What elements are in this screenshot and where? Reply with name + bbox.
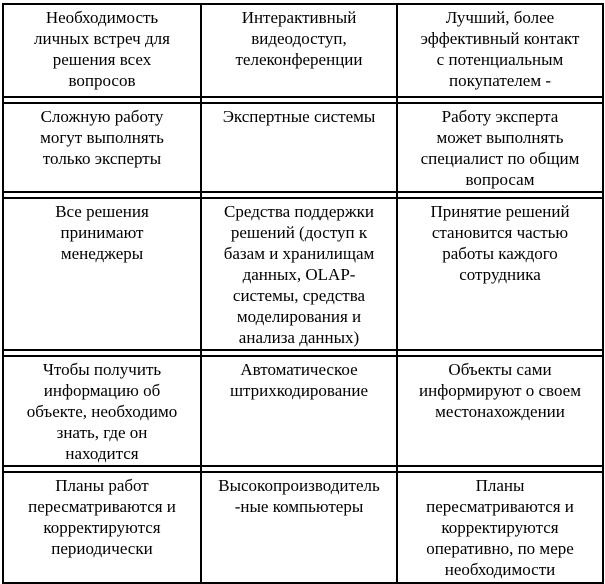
cell-text: Принятие решений становится частью работы каждого сотрудника [430,202,570,284]
table-row [3,198,603,350]
cell-text: Средства поддержки решений (доступ к базам и хранилищам данных, OLAP- системы, средства моделирования и анализа данных) [223,202,375,347]
table-cell [397,356,603,466]
table-cell [397,472,603,583]
cell-text: Чтобы получить информацию об объекте, необходимо знать, где он находится [26,360,178,463]
cell-text: Интерактивный видеодоступ, телеконференции [235,8,363,69]
table-cell [3,103,201,192]
comparison-table [2,3,604,584]
table-cell [201,356,397,466]
table-row [3,356,603,466]
table-cell [201,472,397,583]
table-row [3,4,603,97]
table-cell [397,103,603,192]
table-cell [3,356,201,466]
cell-text: Лучший, более эффективный контакт с потенциальным покупателем - [420,8,580,90]
table-cell [201,198,397,350]
table-cell [397,4,603,97]
table-row [3,472,603,583]
table-cell [3,198,201,350]
table-cell [201,4,397,97]
table-row [3,103,603,192]
cell-text: Все решения принимают менеджеры [55,202,149,263]
table-cell [201,103,397,192]
cell-text: Экспертные системы [222,107,376,126]
table-cell [3,4,201,97]
cell-text: Работу эксперта может выполнять специалист по общим вопросам [420,107,580,189]
cell-text: Высокопроизводитель -ные компьютеры [218,476,380,516]
cell-text: Автоматическое штрихкодирование [229,360,369,400]
cell-text: Необходимость личных встреч для решения всех вопросов [34,8,170,90]
table-cell [3,472,201,583]
table-cell [397,198,603,350]
cell-text: Объекты сами информируют о своем местонахождении [419,360,581,421]
cell-text: Планы пересматриваются и корректируются оперативно, по мере необходимости [426,476,574,579]
cell-text: Сложную работу могут выполнять только эксперты [40,107,164,168]
cell-text: Планы работ пересматриваются и корректируются периодически [28,476,176,558]
